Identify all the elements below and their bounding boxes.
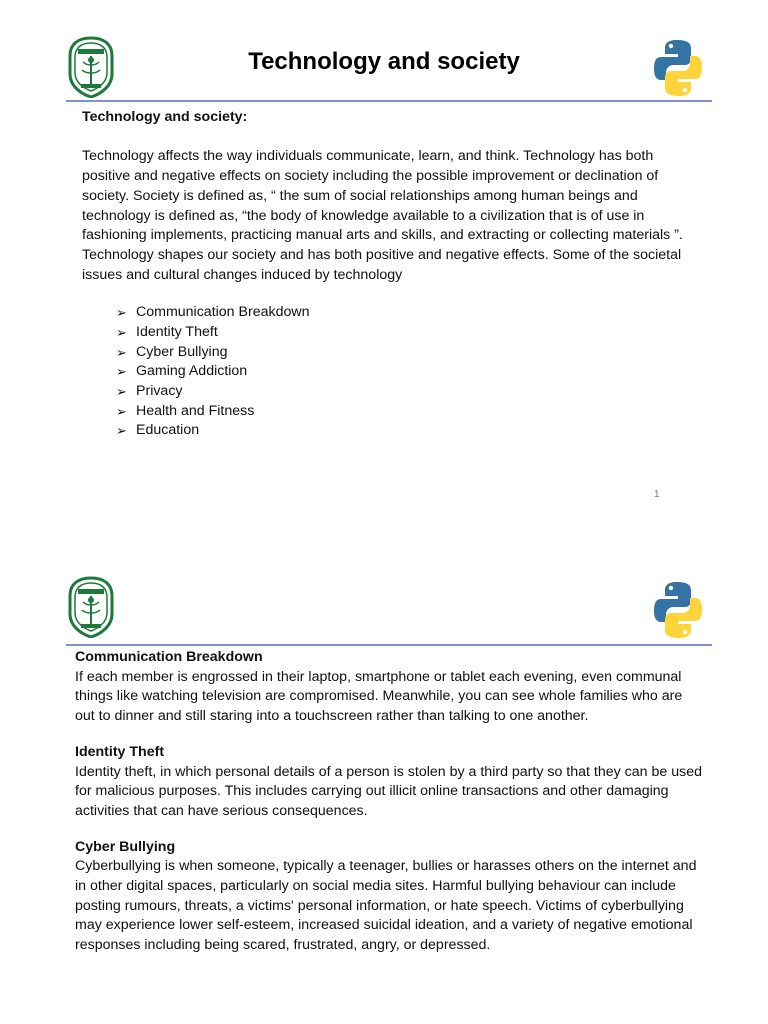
section-heading: Communication Breakdown: [75, 649, 263, 665]
list-item: ➢ Privacy: [116, 382, 702, 402]
python-logo-icon: [654, 580, 702, 640]
header-divider: [66, 100, 712, 102]
python-logo-icon: [654, 38, 702, 98]
document-title: Technology and society: [248, 48, 520, 75]
list-item: ➢ Cyber Bullying: [116, 343, 702, 363]
header-divider: [66, 644, 712, 646]
section-cyber-bullying: [75, 838, 705, 956]
arrow-bullet-icon: ➢: [116, 403, 127, 419]
arrow-bullet-icon: ➢: [116, 344, 127, 360]
section-text: Identity theft, in which personal details of a person is stolen by a third party so that they can be used for malicious purposes. This includes carrying out illicit online transactions and other damaging activities that can have serious consequences.: [75, 763, 702, 819]
page-2-body: [75, 648, 705, 972]
list-item: ➢ Communication Breakdown: [116, 303, 702, 323]
school-crest-icon: [66, 576, 116, 638]
section-communication-breakdown: [75, 648, 705, 727]
issues-list: [116, 303, 702, 441]
arrow-bullet-icon: ➢: [116, 325, 127, 340]
section-heading: Identity Theft: [75, 743, 165, 760]
section-text: If each member is engrossed in their laptop, smartphone or tablet each evening, even communal things like watching television are compromised. Meanwhile, you can see whole families who are out to dinner and still staring into a touchscreen rather than talking to one another.: [75, 668, 683, 725]
intro-paragraph: Technology affects the way individuals communicate, learn, and think. Technology has both positive and negative effects on society including the possible improvement or declination of society. Society is defined as, “ the sum of social relationships among human beings and technology is defined as, “the body of knowledge available to a civilization that is of use in fashioning implements, practicing manual arts and skills, and extracting or collecting materials ”. Technology shapes our society and has both positive and negative effects. Some of the societal issues and cultural changes induced by technology: [82, 148, 683, 283]
list-item: ➢ Health and Fitness: [116, 402, 702, 422]
document-page-2: [0, 560, 768, 1024]
list-item: ➢ Gaming Addiction: [116, 362, 702, 382]
arrow-bullet-icon: ➢: [116, 305, 127, 321]
page-number: 1: [654, 489, 660, 500]
section-text: Cyberbullying is when someone, typically a teenager, bullies or harasses others on the internet and in other digital spaces, particularly on social media sites. Harmful bullying behaviour can include posting rumours, threats, a victims' personal information, or hate speech. Victims of cyberbullying may experience lower self-esteem, increased suicidal ideation, and a variety of negative emotional responses including being scared, frustrated, angry, or depressed.: [75, 858, 697, 954]
arrow-bullet-icon: ➢: [116, 384, 127, 400]
section-identity-theft: [75, 743, 705, 822]
list-item: ➢ Identity Theft: [116, 323, 702, 343]
list-item: ➢ Education: [116, 421, 702, 441]
section-heading: Technology and society:: [82, 109, 248, 125]
section-heading: Cyber Bullying: [75, 838, 176, 855]
arrow-bullet-icon: ➢: [116, 364, 127, 380]
page-1-body: [82, 108, 702, 441]
arrow-bullet-icon: ➢: [116, 423, 127, 439]
